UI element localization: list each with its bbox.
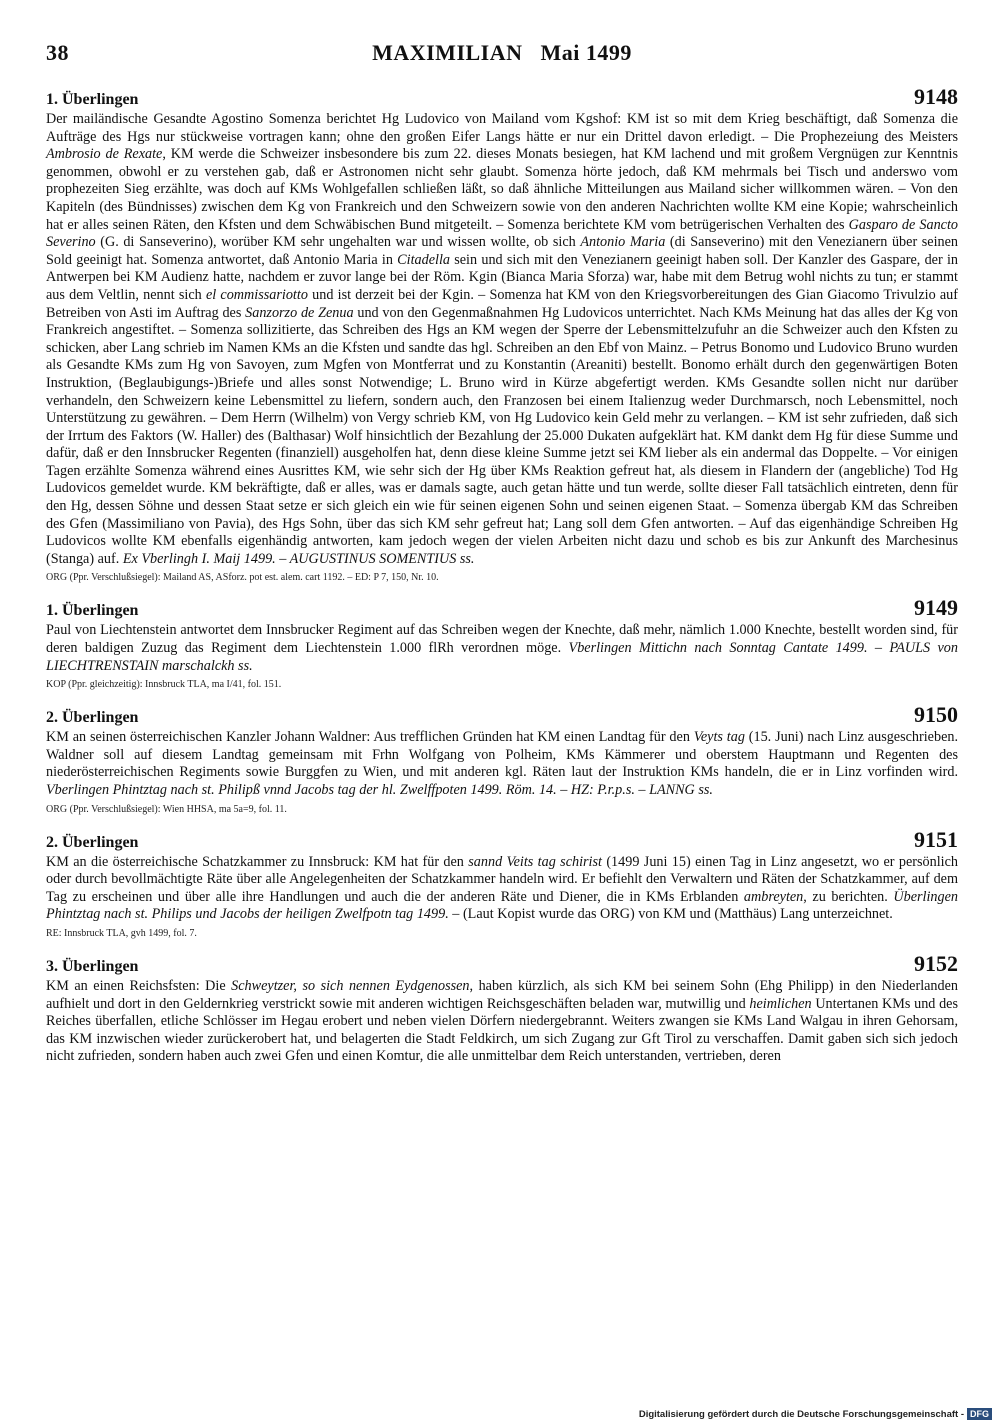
entry-text — [46, 729, 958, 799]
entry-text-segment: (G. di Sanseverino), worüber KM sehr ungehalten war und wissen wollte, ob sich — [95, 234, 581, 251]
entry — [46, 595, 958, 692]
entry-source: ORG (Ppr. Verschlußsiegel): Wien HHSA, ma 5a=9, fol. 11. — [46, 803, 287, 815]
entry-text-italic: Ambrosio de Rexate — [46, 146, 163, 163]
entry-date-place: 1. Überlingen — [46, 91, 139, 108]
entry-date-place: 2. Überlingen — [46, 833, 139, 851]
entry-number: 9149 — [914, 595, 958, 621]
entry-text-segment: – (Laut Kopist wurde das ORG) von KM und (Matthäus) Lang unterzeichnet. — [448, 906, 893, 923]
entry-text-segment: KM an seinen österreichischen Kanzler Johann Waldner: Aus trefflichen Gründen hat KM einen Landtag für den — [46, 729, 694, 746]
entry-source: KOP (Ppr. gleichzeitig): Innsbruck TLA, ma I/41, fol. 151. — [46, 679, 282, 691]
entry-text-segment: , zu berichten. — [803, 888, 894, 905]
entry-text-segment: (di Sanseverino) mit den Venezianern über seinen Sold geeinigt hat. Somenza antwortet, daß Antonio Maria in — [46, 234, 958, 268]
entry-date-place: 3. Überlingen — [46, 957, 139, 975]
entry-date-place: 2. Überlingen — [46, 709, 139, 727]
entry-text-italic: el commissariotto — [205, 286, 308, 303]
entry — [46, 951, 958, 1066]
entry-text-segment: Paul von Liechtenstein antwortet dem Innsbrucker Regiment auf das Schreiben wegen der Knechte, daß mehr, nämlich 1.000 Knechte, bestellt worden sind, für deren baldigen Zuzug das Regiment dem Liechtenstein 1.000 flRh verordnen möge. — [46, 622, 958, 657]
entry-heading — [46, 702, 958, 728]
entries-list — [46, 84, 958, 1066]
entry-text-italic: Vberlingen Mittichn nach Sonntag Cantate 1499. – PAULS von LIECHTRENSTAIN marschalckh ss. — [46, 640, 958, 674]
entry-text-segment: und von den Gegenmaßnahmen Hg Ludovicos unterrichtet. Nach KMs Meinung hat das alles der Kg von Frankreich angestiftet. – Somenza sollizitierte, das Schreiben des Hgs an KM wegen der Sperre der Lebensmittelzufuhr an die Schweizer auch den Kfsten zu schicken, aber Lang schrieb im Namen KMs an die Kfsten und sandte das hgl. Schreiben an den Ebf von Mainz. – Petrus Bonomo und Ludovico Bruno wurden als Gesandte KMs zum Hg von Savoyen, zum Mgfen von Montferrat und zu Konstantin (Areaniti) bestellt. Bonomo erhält durch den gegenwärtigen Boten Instruktion, (Beglaubigungs-)Briefe und alles sonst Notwendige; L. Bruno wird in Kürze abgefertigt werden. KMs Gesandte sollen nicht nur darüber verhandeln, den Schweizern keine Lebensmittel zu liefern, sondern auch, den Franzosen bei einem Italienzug weder Durchmarsch, noch Lebensmittel, noch Unterstützung zu gewähren. – Dem Herrn (Wilhelm) von Vergy schrieb KM, von Hg Ludovico kein Geld mehr zu verlangen. – KM ist sehr zufrieden, daß sich der Irrtum des Faktors (W. Haller) des (Balthasar) Wolf hinsichtlich der Bezahlung der 25.000 Dukaten aufgeklärt hat. KM dankt dem Hg für diese Summe und dafür, daß er den Innsbrucker Regenten (finanziell) ausgeholfen hat, denn diese kleine Summe jetzt sei KM lieber als ein andermal das Doppelte. – Vor einigen Tagen erzählte Somenza während eines Ausrittes KM, wie sehr sich der Hg über KMs Reaktion gefreut hat, als diesem in Flandern der (angebliche) Tod Hg Ludovicos gemeldet wurde. KM bekräftigte, daß er alles, was er damals sagte, auch getan hätte und tun werde, sollte dieser Fall tatsächlich eintreten, denn für den Hg, dessen Söhne und dessen Staat setze er sich gleich ein wie für seinen eigenen Sohn und seinen eigenen Staat. – Somenza übergab KM das Schreiben des Gfen (Massimiliano von Pavia), des Hgs Sohn, über das sich KM sehr gefreut hat; Lang soll dem Gfen antworten. – Auf das eigenhändige Schreiben Hg Ludovicos wollte KM ebenfalls eigenhändig antworten, kam jedoch wegen der vielen Arbeiten nicht dazu und schob es bis zur Ankunft des Marchesinus (Stanga) auf. — [46, 304, 958, 567]
entry-text-italic: Sanzorzo de Zenua — [245, 304, 354, 321]
entry-text-italic: Überlingen Phintztag nach st. Philips und Jacobs der heiligen Zwelfpotn tag 1499. — [46, 888, 958, 923]
entry-number: 9152 — [914, 950, 958, 976]
entry-heading — [46, 84, 958, 110]
entry-number: 9148 — [914, 84, 958, 109]
entry-text-italic: Antonio Maria — [580, 234, 666, 251]
entry-text-segment: Der mailändische Gesandte Agostino Somenza berichtet Hg Ludovico von Mailand vom Kgshof: KM ist so mit dem Krieg beschäftigt, daß Somenza die Aufträge des Hgs nur stückweise vortragen kann; ohne den großen Eifer Langs hätte er nur ein Drittel davon erledigt. – Die Prophezeiung des Meisters — [46, 111, 958, 145]
entry — [46, 827, 958, 941]
dfg-logo: DFG — [967, 1408, 992, 1420]
entry-text-italic: Veyts tag — [693, 729, 745, 746]
entry-text-segment: , KM werde die Schweizer insbesondere bis zum 22. dieses Monats besiegen, hat KM lachend und mit großem Vergnügen zur Kenntnis genommen, obwohl er zu verstehen gab, daß er Astronomen nicht sehr glaubt. Somenza hörte jedoch, daß KM mehrmals bei Tisch und anderswo vom prophezeiten Sieg erzählte, was doch auf KMs Wohlgefallen schließen läßt, so daß ähnliche Mitteilungen aus Mailand sicher willkommen wären. – Von den Kapiteln (des Bündnisses) zwischen dem Kg von Frankreich und den Schweizern sowie von den anderen Nachrichten wollte KM eine Kopie; wahrscheinlich hat er alles seinen Räten, den Kfsten und dem Schwäbischen Bund mitgeteilt. – Somenza berichtete KM vom betrügerischen Verhalten des — [46, 146, 958, 233]
footer-text: Digitalisierung gefördert durch die Deutsche Forschungsgemeinschaft - — [638, 1408, 964, 1420]
entry-text-segment: Untertanen KMs und des Reiches überfallen, etliche Schlösser im Hegau erobert und neben vielen Dörfern niedergebrannt. Weiters zwangen sie KMs Land Walgau in ihren Gehorsam, das KM inzwischen wieder zurückerobert hat, und belagerten die Stadt Feldkirch, um sich Zugang zur Gft Tirol zu verschaffen. Damit gaben sich sich jedoch nicht zufrieden, sondern haben auch zwei Gfen und einen Komtur, die alle unmittelbar dem Reich unterstanden, vertrieben, deren — [46, 995, 958, 1065]
entry-text-italic: ambreyten — [743, 888, 804, 905]
entry-text-segment: sein und sich mit den Venezianern geeinigt haben soll. Der Kanzler des Gaspare, der in Antwerpen bei KM Audienz hatte, nachdem er zuvor lange bei der Röm. Kgin (Bianca Maria Sforza) war, habe mit dem Betrug wohl nichts zu tun; er stammt aus dem Veltlin, nennt sich — [46, 251, 958, 303]
entry-heading — [46, 595, 958, 621]
footer-credit — [639, 1408, 992, 1420]
entry-text-italic: Citadella — [397, 251, 450, 268]
entry-source: ORG (Ppr. Verschlußsiegel): Mailand AS, ASforz. pot est. alem. cart 1192. – ED: P 7, 150, Nr. 10. — [46, 572, 439, 584]
entry-text-segment: , haben kürzlich, als sich KM bei seinem Sohn (Ehg Philipp) in den Niederlanden aufhielt und dort in den Geldernkrieg verstrickt sowie mit anderen wichtigen Reichsgeschäften beladen war, mutwillig und — [46, 977, 959, 1012]
entry — [46, 702, 958, 816]
entry-date-place: 1. Überlingen — [46, 602, 139, 620]
entry-text-italic: Ex Vberlingh I. Maij 1499. – AUGUSTINUS SOMENTIUS ss. — [122, 550, 475, 567]
entry-text — [46, 978, 958, 1066]
entry-number: 9151 — [914, 826, 958, 852]
entry-source: RE: Innsbruck TLA, gvh 1499, fol. 7. — [46, 927, 197, 939]
entry-heading — [46, 951, 958, 977]
entry-text-italic: heimlichen — [749, 995, 812, 1012]
page-header — [46, 40, 958, 74]
entry-text-segment: und ist derzeit bei der Kgin. – Somenza hat KM von den Kriegsvorbereitungen des Gian Giacomo Trivulzio auf Betreiben von Asti im Auftrag des — [46, 286, 959, 321]
entry-heading — [46, 827, 958, 853]
entry-text-italic: Gasparo de Sancto Severino — [46, 216, 958, 251]
entry-text-italic: Schweytzer, so sich nennen Eydgenossen — [231, 977, 470, 994]
entry-text-segment: (15. Juni) nach Linz ausgeschrieben. Waldner soll auf diesem Landtag gemeinsam mit Frhn Wolfgang von Polheim, KMs Kämmerer und oberstem Hauptmann und Regenten des niederösterreichischen Regiments sowie Burggfen zu Wien, und mit anderen kgl. Räten laut der Instruktion KMs handeln, die er in Linz vorfinden wird. — [46, 729, 959, 781]
running-title: MAXIMILIAN Mai 1499 — [372, 40, 632, 65]
entry — [46, 84, 958, 585]
entry-text-italic: sannd Veits tag schirist — [468, 853, 602, 870]
page-number: 38 — [46, 40, 69, 65]
entry-text-segment: (1499 Juni 15) einen Tag in Linz angesetzt, wo er persönlich oder durch bevollmächtigte Räte über alle Angelegenheiten der Schatzkammer handeln wird. Er befiehlt den Verwaltern und Räten der Schatzkammer, auf dem Tag zu erscheinen und über alle ihre Handlungen und auch die der anderen Räte und Diener, die in KMs Erblanden — [46, 853, 958, 905]
entry-text-segment: KM an einen Reichsfsten: Die — [46, 977, 232, 994]
entry-text-segment: KM an die österreichische Schatzkammer zu Innsbruck: KM hat für den — [46, 853, 469, 870]
entry-text — [46, 622, 958, 675]
entry-text — [46, 854, 958, 924]
entry-text — [46, 111, 958, 568]
entry-number: 9150 — [914, 702, 958, 728]
entry-text-italic: Vberlingen Phintztag nach st. Philipß vnnd Jacobs tag der hl. Zwelffpoten 1499. Röm. 14. – HZ: P.r.p.s. – LANNG ss. — [46, 782, 713, 798]
document-page — [46, 40, 958, 1066]
